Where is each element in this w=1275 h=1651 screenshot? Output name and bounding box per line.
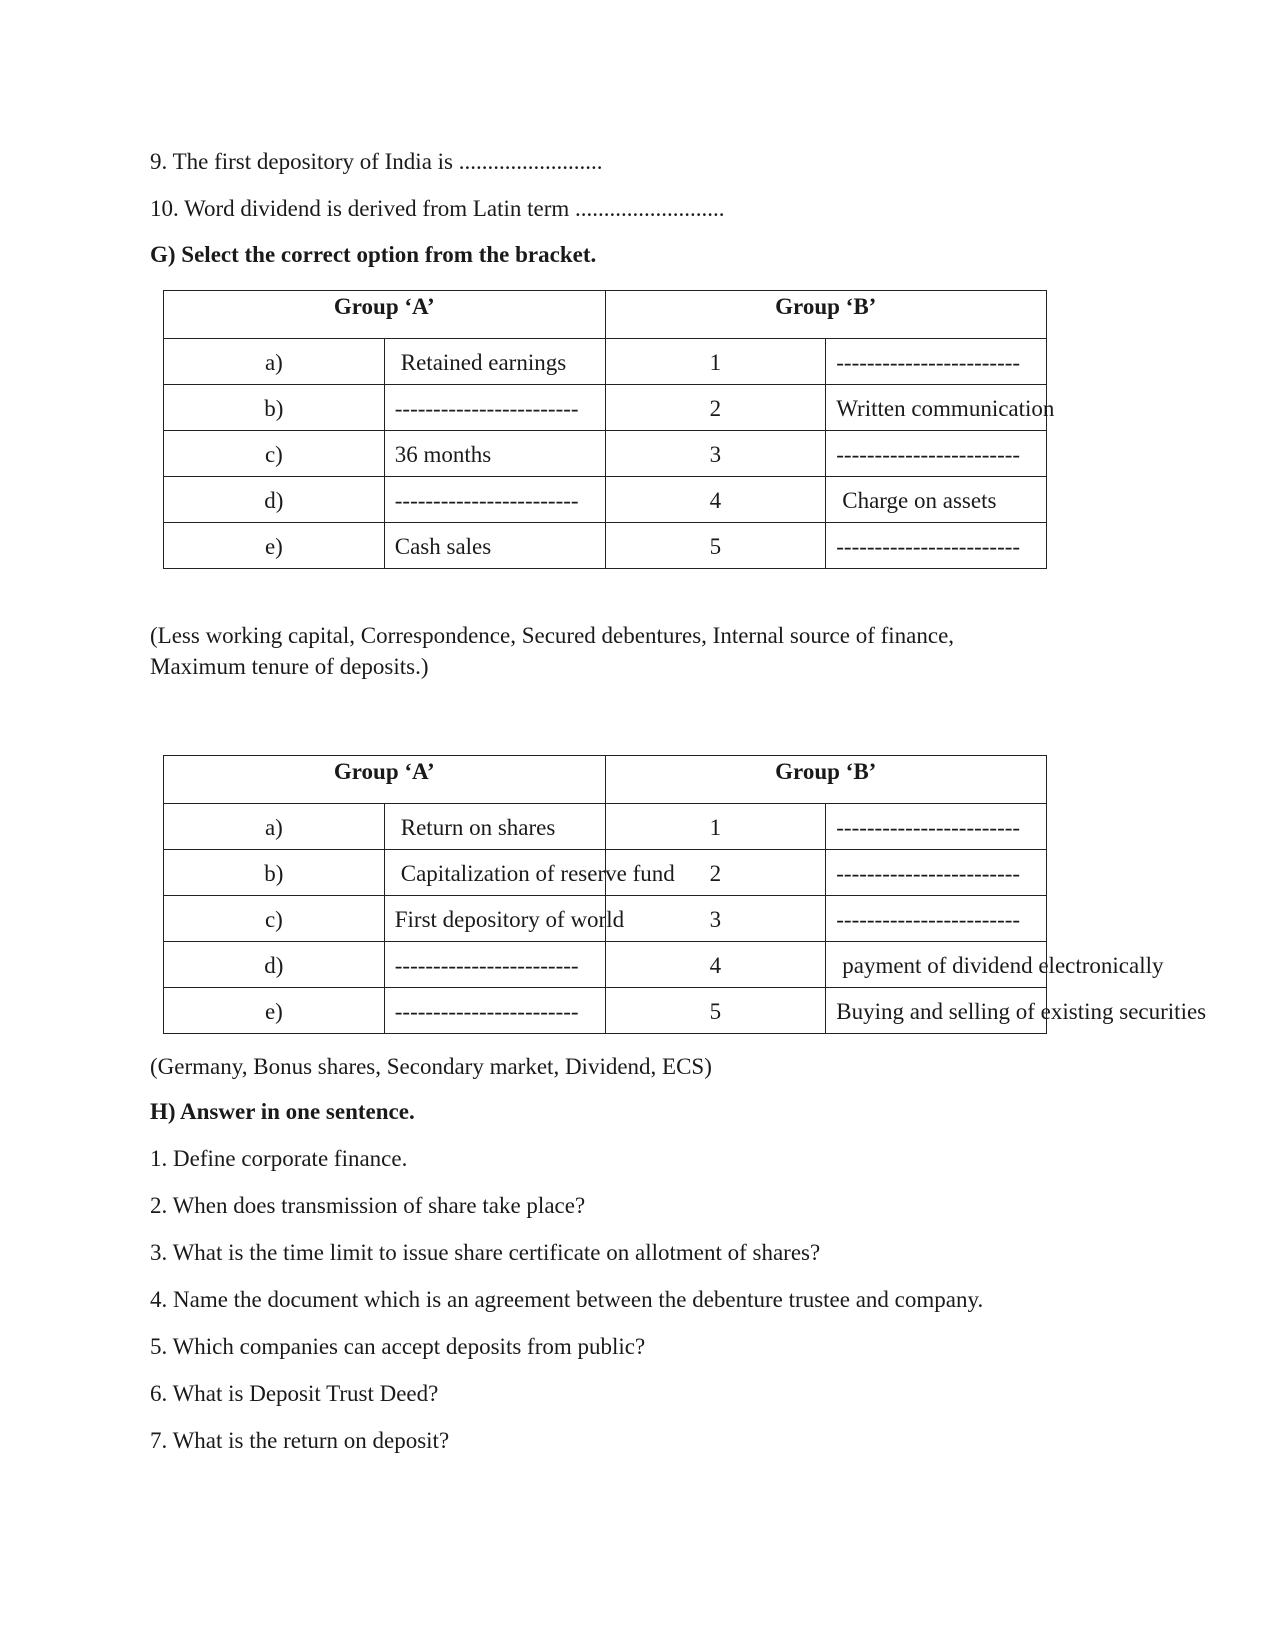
group-b-cell: ------------------------ [826, 850, 1047, 896]
question-h1: 1. Define corporate finance. [150, 1146, 408, 1171]
group-a-header: Group ‘A’ [164, 756, 606, 804]
row-label: b) [164, 850, 385, 896]
question-h6: 6. What is Deposit Trust Deed? [150, 1381, 439, 1406]
table-row [164, 850, 1047, 896]
question-10: 10. Word dividend is derived from Latin term .......................... [150, 196, 725, 221]
group-b-cell: ------------------------ [826, 804, 1047, 850]
group-a-cell: Capitalization of reserve fund [384, 850, 605, 896]
table-header-row [164, 756, 1047, 804]
row-label: e) [164, 988, 385, 1034]
options-list-1 [150, 620, 1050, 682]
table-row [164, 431, 1047, 477]
row-number: 1 [605, 804, 826, 850]
table-header-row [164, 291, 1047, 339]
table-row [164, 988, 1047, 1034]
row-number: 4 [605, 942, 826, 988]
group-b-cell: Charge on assets [826, 477, 1047, 523]
row-label: c) [164, 896, 385, 942]
group-a-cell: 36 months [384, 431, 605, 477]
row-label: d) [164, 477, 385, 523]
group-b-cell: Buying and selling of existing securities [826, 988, 1047, 1034]
row-label: c) [164, 431, 385, 477]
row-label: a) [164, 804, 385, 850]
table-row [164, 804, 1047, 850]
row-number: 2 [605, 385, 826, 431]
group-a-cell: Cash sales [384, 523, 605, 569]
table-row [164, 896, 1047, 942]
group-b-cell: ------------------------ [826, 523, 1047, 569]
row-number: 3 [605, 896, 826, 942]
row-label: e) [164, 523, 385, 569]
match-table-2 [163, 755, 1207, 1034]
section-g-heading: G) Select the correct option from the bracket. [150, 242, 597, 267]
table-row [164, 477, 1047, 523]
row-number: 5 [605, 988, 826, 1034]
row-number: 2 [605, 850, 826, 896]
options-line: (Less working capital, Correspondence, Secured debentures, Internal source of finance, [150, 623, 955, 648]
group-b-cell: payment of dividend electronically [826, 942, 1047, 988]
group-a-cell: Retained earnings [384, 339, 605, 385]
table-row [164, 942, 1047, 988]
group-a-cell: ------------------------ [384, 988, 605, 1034]
group-b-cell: ------------------------ [826, 339, 1047, 385]
options-list-2: (Germany, Bonus shares, Secondary market, Dividend, ECS) [150, 1054, 712, 1079]
group-b-header: Group ‘B’ [605, 756, 1047, 804]
group-a-cell: ------------------------ [384, 385, 605, 431]
row-label: b) [164, 385, 385, 431]
row-number: 1 [605, 339, 826, 385]
question-h3: 3. What is the time limit to issue share certificate on allotment of shares? [150, 1240, 821, 1265]
row-number: 5 [605, 523, 826, 569]
group-b-cell: Written communication [826, 385, 1047, 431]
row-label: d) [164, 942, 385, 988]
group-b-header: Group ‘B’ [605, 291, 1047, 339]
question-h4: 4. Name the document which is an agreement between the debenture trustee and company. [150, 1287, 984, 1312]
row-number: 4 [605, 477, 826, 523]
table-row [164, 523, 1047, 569]
group-a-cell: Return on shares [384, 804, 605, 850]
row-label: a) [164, 339, 385, 385]
question-h2: 2. When does transmission of share take place? [150, 1193, 586, 1218]
question-h7: 7. What is the return on deposit? [150, 1428, 450, 1453]
question-h5: 5. Which companies can accept deposits from public? [150, 1334, 646, 1359]
table-row [164, 339, 1047, 385]
group-a-cell: ------------------------ [384, 477, 605, 523]
question-9: 9. The first depository of India is ......................... [150, 149, 603, 174]
group-a-header: Group ‘A’ [164, 291, 606, 339]
group-a-cell: ------------------------ [384, 942, 605, 988]
group-a-cell: First depository of world [384, 896, 605, 942]
table-row [164, 385, 1047, 431]
group-b-cell: ------------------------ [826, 431, 1047, 477]
row-number: 3 [605, 431, 826, 477]
section-h-heading: H) Answer in one sentence. [150, 1099, 415, 1124]
options-line: Maximum tenure of deposits.) [150, 654, 429, 679]
match-table-1 [163, 290, 1055, 569]
group-b-cell: ------------------------ [826, 896, 1047, 942]
